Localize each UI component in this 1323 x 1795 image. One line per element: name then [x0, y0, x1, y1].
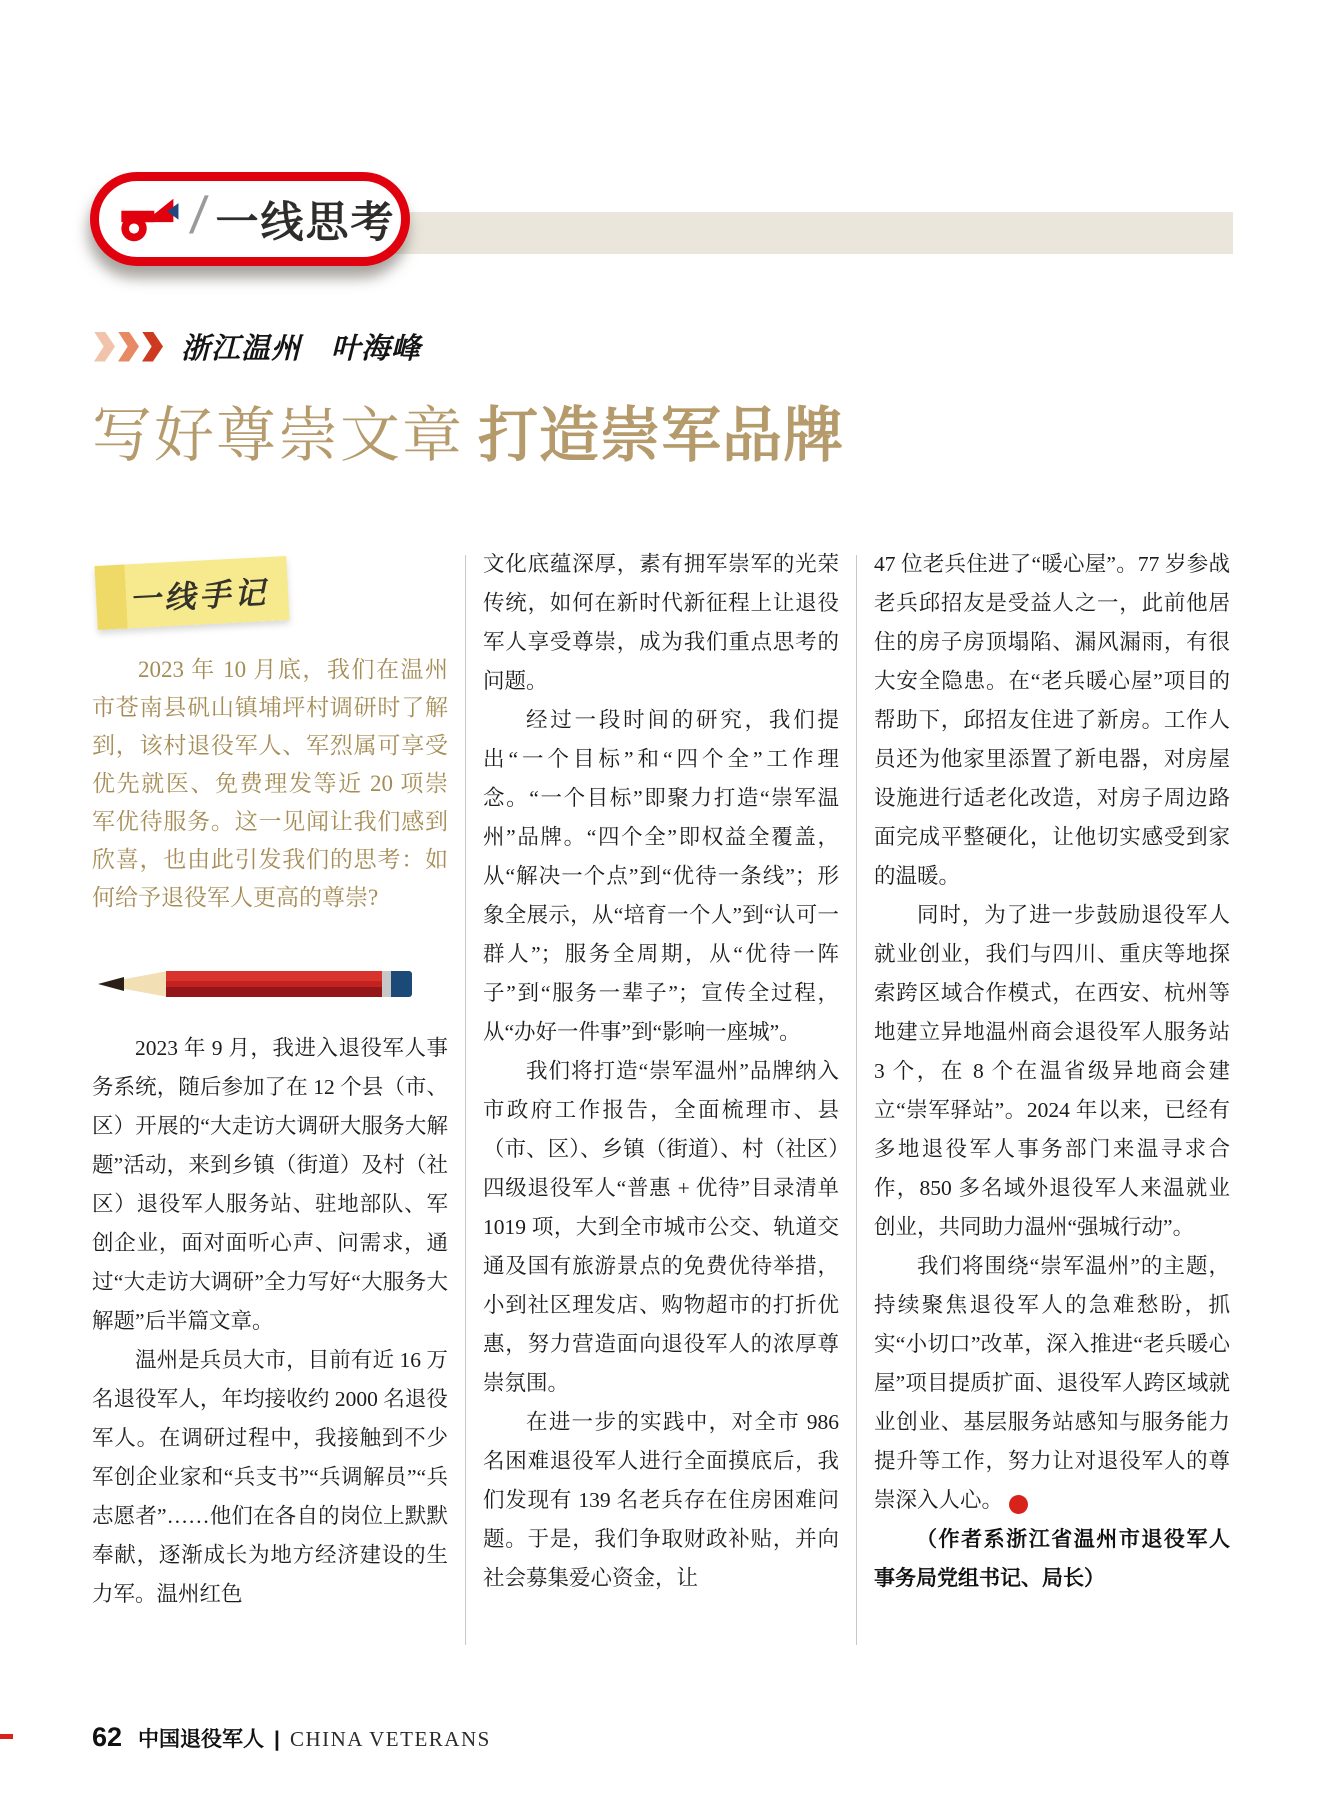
chevron-icon — [94, 332, 115, 362]
column-1-text — [92, 1029, 448, 1614]
pencil-shaft — [166, 971, 382, 997]
column-divider — [465, 555, 466, 1645]
column-divider — [856, 555, 857, 1645]
pencil-point — [98, 977, 124, 991]
field-note-text: 2023 年 10 月底，我们在温州市苍南县矾山镇埔坪村调研时了解到，该村退役军人、军烈属可享受优先就医、免费理发等近 20 项崇军优待服务。这一见闻让我们感到欣喜，也由此引发我们的思考：如何给予退役军人更高的尊崇? — [92, 657, 448, 910]
paragraph: 经过一段时间的研究，我们提出“一个目标”和“四个全”工作理念。“一个目标”即聚力打造“崇军温州”品牌。“四个全”即权益全覆盖，从“解决一个点”到“优待一条线”；形象全展示，从“培育一个人”到“认可一群人”；服务全周期，从“优待一阵子”到“服务一辈子”；宣传全过程，从“办好一件事”到“影响一座城”。 — [483, 708, 839, 1044]
footer-separator: | — [274, 1728, 280, 1751]
article-title — [92, 388, 844, 474]
author-attribution: （作者系浙江省温州市退役军人事务局党组书记、局长） — [874, 1528, 1230, 1590]
paragraph: 在进一步的实践中，对全市 986 名困难退役军人进行全面摸底后，我们发现有 139 名老兵存在住房困难问题。于是，我们争取财政补贴，并向社会募集爱心资金，让 — [483, 1410, 839, 1590]
section-pill — [90, 172, 410, 266]
page-footer — [92, 1722, 491, 1753]
title-light: 写好尊崇文章 — [92, 402, 464, 469]
slash-separator: / — [187, 187, 210, 245]
end-of-article-icon: V — [1009, 1495, 1028, 1514]
column-2 — [483, 545, 839, 1645]
magazine-name-cn: 中国退役军人 — [138, 1728, 265, 1751]
page-number: 62 — [92, 1722, 123, 1752]
masthead-bar — [300, 212, 1233, 254]
chevron-icon — [142, 332, 163, 362]
column-1 — [92, 545, 448, 1645]
paragraph: 同时，为了进一步鼓励退役军人就业创业，我们与四川、重庆等地探索跨区域合作模式，在西安、杭州等地建立异地温州商会退役军人服务站 3 个，在 8 个在温省级异地商会建立“崇军驿站”。2024 年以来，已经有多地退役军人事务部门来温寻求合作，850 多名域外退役军人来温就业创业，共同助力温州“强城行动”。 — [874, 903, 1230, 1239]
pencil-ferrule — [382, 971, 391, 997]
paragraph — [874, 1247, 1230, 1520]
byline-text: 浙江温州 叶海峰 — [181, 333, 422, 365]
page-edge-mark — [0, 1734, 13, 1739]
chevron-icon — [118, 332, 139, 362]
chevrons-icon — [94, 332, 163, 362]
column-3 — [874, 545, 1230, 1645]
byline — [94, 326, 421, 367]
section-label: 一线思考 — [215, 199, 396, 247]
paragraph: 47 位老兵住进了“暖心屋”。77 岁参战老兵邱招友是受益人之一，此前他居住的房子房顶塌陷、漏风漏雨，有很大安全隐患。在“老兵暖心屋”项目的帮助下，邱招友住进了新房。工作人员还为他家里添置了新电器，对房屋设施进行适老化改造，对房子周边路面完成平整硬化，让他切实感受到家的温暖。 — [874, 552, 1230, 888]
magazine-name-en: CHINA VETERANS — [289, 1727, 491, 1751]
article-body — [92, 545, 1232, 1645]
title-bold: 打造崇军品牌 — [478, 402, 844, 469]
sticky-note — [94, 556, 289, 630]
pencil-eraser — [391, 971, 412, 997]
paragraph: 2023 年 9 月，我进入退役军人事务系统，随后参加了在 12 个县（市、区）开展的“大走访大调研大服务大解题”活动，来到乡镇（街道）及村（社区）退役军人服务站、驻地部队、军创企业，面对面听心声、问需求，通过“大走访大调研”全力写好“大服务大解题”后半篇文章。 — [92, 1036, 448, 1333]
magazine-logo-icon — [115, 192, 181, 246]
paragraph: 温州是兵员大市，目前有近 16 万名退役军人，年均接收约 2000 名退役军人。在调研过程中，我接触到不少军创企业家和“兵支书”“兵调解员”“兵志愿者”……他们在各自的岗位上默默奉献，逐渐成长为地方经济建设的生力军。温州红色 — [92, 1348, 448, 1606]
pencil-divider-icon — [98, 971, 412, 997]
masthead — [90, 170, 1233, 280]
paragraph: 我们将打造“崇军温州”品牌纳入市政府工作报告，全面梳理市、县（市、区）、乡镇（街道）、村（社区）四级退役军人“普惠 + 优待”目录清单 1019 项，大到全市城市公交、轨道交通及国有旅游景点的免费优待举措，小到社区理发店、购物超市的打折优惠，努力营造面向退役军人的浓厚尊崇氛围。 — [483, 1059, 839, 1395]
sticky-note-label: 一线手记 — [128, 574, 270, 617]
paragraph-text: 我们将围绕“崇军温州”的主题，持续聚焦退役军人的急难愁盼，抓实“小切口”改革，深入推进“老兵暖心屋”项目提质扩面、退役军人跨区域就业创业、基层服务站感知与服务能力提升等工作，努力让对退役军人的尊崇深入人心。 — [874, 1254, 1230, 1512]
paragraph: 文化底蕴深厚，素有拥军崇军的光荣传统，如何在新时代新征程上让退役军人享受尊崇，成为我们重点思考的问题。 — [483, 552, 839, 693]
